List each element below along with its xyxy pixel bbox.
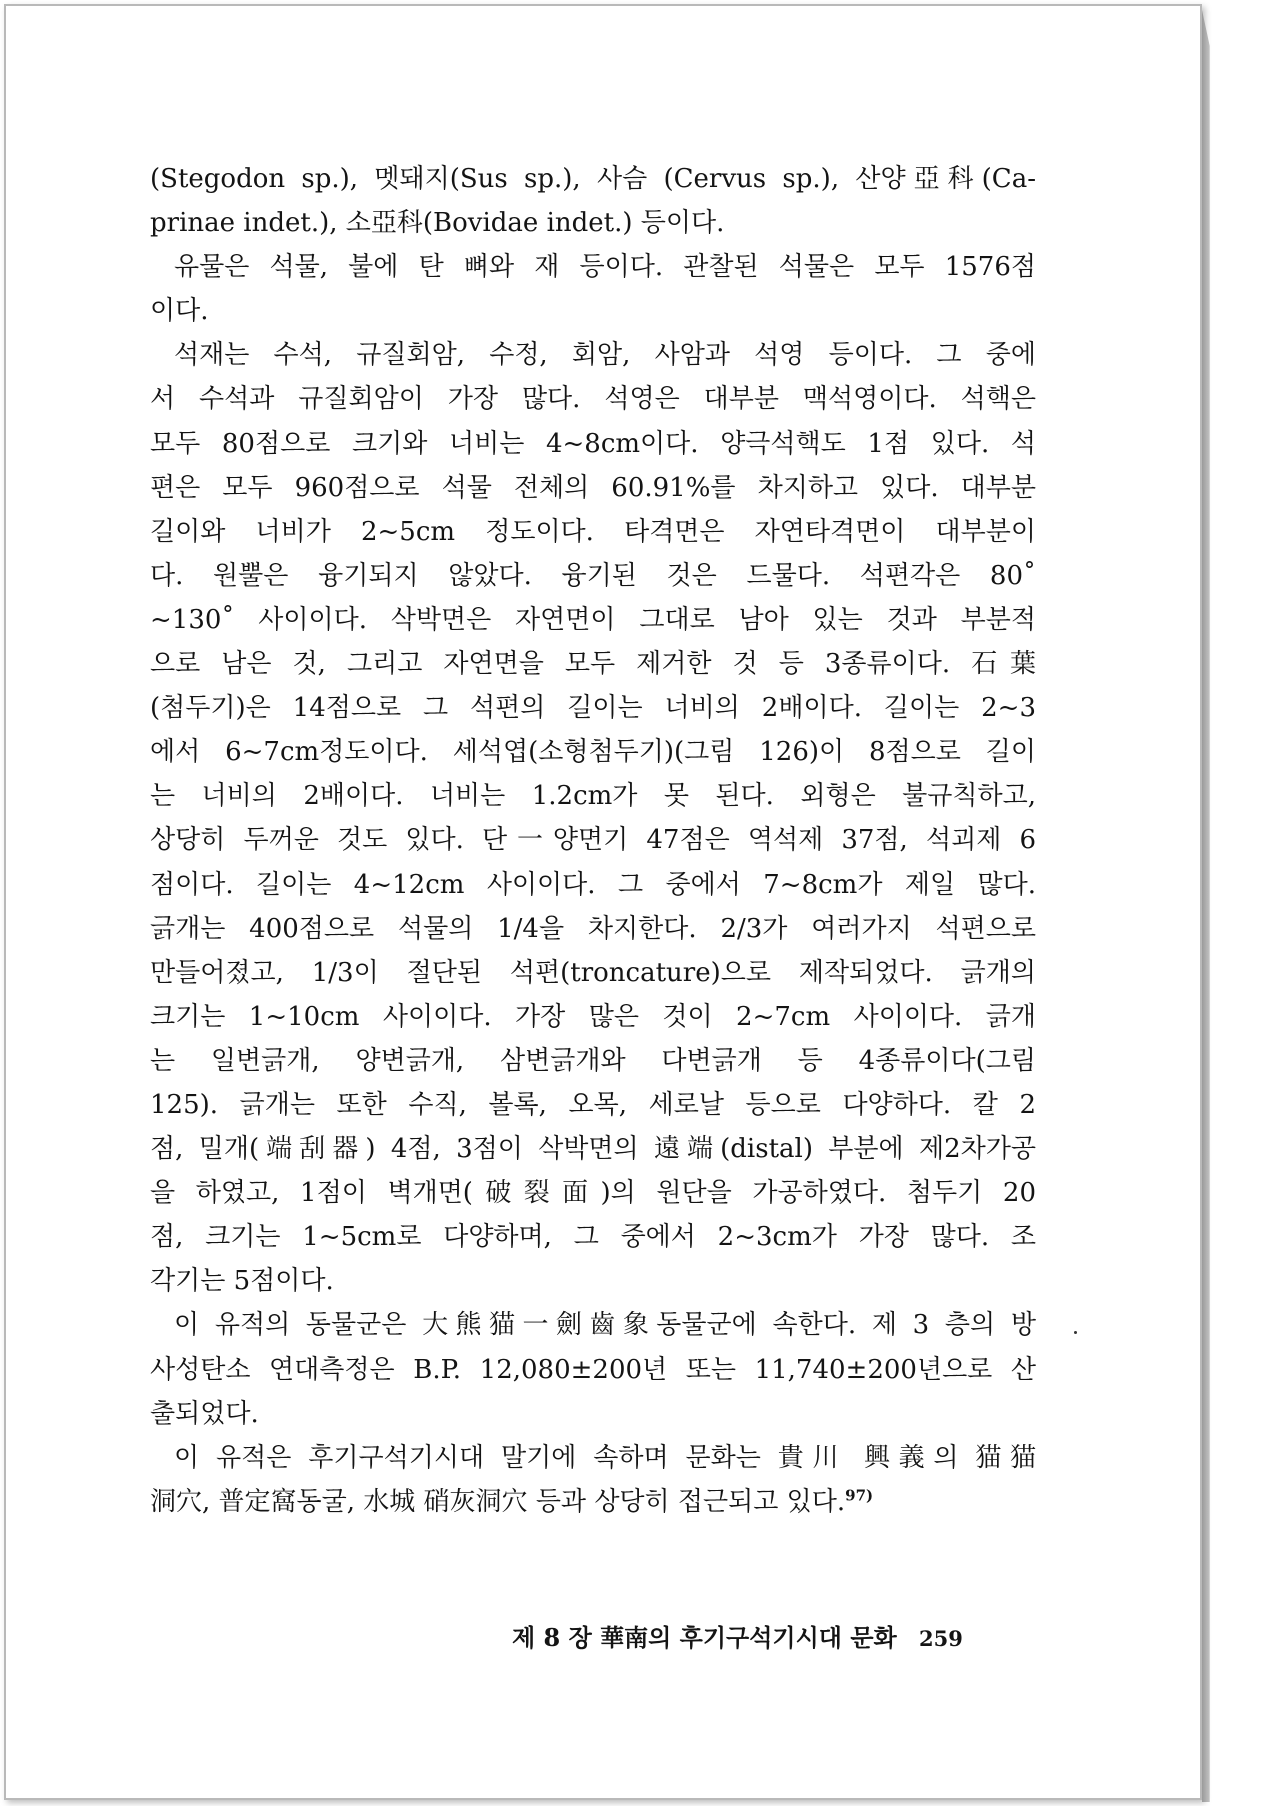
body-text xyxy=(150,157,1036,1524)
text-line xyxy=(150,1039,1036,1083)
text-line xyxy=(150,730,1036,774)
page-number: 259 xyxy=(919,1626,963,1651)
text-line xyxy=(150,157,1036,201)
text-line xyxy=(150,1127,1036,1171)
text-line xyxy=(150,333,1036,377)
line-text: 유물은 석물, 불에 탄 뼈와 재 등이다. 관찰된 석물은 모두 1576점 xyxy=(174,252,1036,283)
page-stack-edge xyxy=(1202,10,1224,1802)
text-line xyxy=(150,642,1036,686)
chapter-title: 제 8 장 華南의 후기구석기시대 문화 xyxy=(512,1623,897,1652)
footnote-ref: 97) xyxy=(845,1486,874,1505)
line-text: 洞穴, 普定窩동굴, 水城 硝灰洞穴 등과 상당히 접근되고 있다. xyxy=(150,1486,846,1517)
line-text: 크기는 1~10cm 사이이다. 가장 많은 것이 2~7cm 사이이다. 긁개 xyxy=(150,1001,1036,1032)
line-text: 125). 긁개는 또한 수직, 볼록, 오목, 세로날 등으로 다양하다. 칼 2 xyxy=(150,1089,1036,1120)
line-text: (첨두기)은 14점으로 그 석편의 길이는 너비의 2배이다. 길이는 2~3 xyxy=(150,693,1036,724)
text-line xyxy=(150,554,1036,598)
text-line xyxy=(150,863,1036,907)
speck-mark xyxy=(1074,1331,1077,1334)
line-text: 는 너비의 2배이다. 너비는 1.2cm가 못 된다. 외형은 불규칙하고, xyxy=(150,781,1036,812)
text-line xyxy=(150,1303,1036,1347)
text-line xyxy=(150,1215,1036,1259)
text-line xyxy=(150,686,1036,730)
text-line xyxy=(150,1083,1036,1127)
line-text: 다. 원뿔은 융기되지 않았다. 융기된 것은 드물다. 석편각은 80˚ xyxy=(150,560,1036,591)
line-text: 서 수석과 규질회암이 가장 많다. 석영은 대부분 맥석영이다. 석핵은 xyxy=(150,384,1036,415)
line-text: 점, 크기는 1~5cm로 다양하며, 그 중에서 2~3cm가 가장 많다. 조 xyxy=(150,1222,1036,1253)
text-line xyxy=(150,995,1036,1039)
line-text: 상당히 두꺼운 것도 있다. 단一양면기 47점은 역석제 37점, 석괴제 6 xyxy=(150,825,1036,856)
line-text: 점이다. 길이는 4~12cm 사이이다. 그 중에서 7~8cm가 제일 많다. xyxy=(150,869,1036,900)
text-line xyxy=(150,1259,1036,1303)
text-line xyxy=(150,951,1036,995)
text-line xyxy=(150,907,1036,951)
line-text: 점, 밀개(端刮器) 4점, 3점이 삭박면의 遠端(distal) 부분에 제2차가공 xyxy=(150,1134,1036,1165)
line-text: 긁개는 400점으로 석물의 1/4을 차지한다. 2/3가 여러가지 석편으로 xyxy=(150,913,1036,944)
line-text: 출되었다. xyxy=(150,1398,259,1429)
line-text: 사성탄소 연대측정은 B.P. 12,080±200년 또는 11,740±200년으로 산 xyxy=(150,1354,1036,1385)
line-text: (Stegodon sp.), 멧돼지(Sus sp.), 사슴 (Cervus sp.), 산양亞科(Ca- xyxy=(150,164,1036,194)
text-line xyxy=(150,1436,1036,1480)
line-text: 에서 6~7cm정도이다. 세석엽(소형첨두기)(그림 126)이 8점으로 길이 xyxy=(150,737,1036,768)
line-text: 길이와 너비가 2~5cm 정도이다. 타격면은 자연타격면이 대부분이 xyxy=(150,516,1036,547)
line-text: 이 유적은 후기구석기시대 말기에 속하며 문화는 貴川 興義의 猫猫 xyxy=(174,1442,1036,1473)
text-line xyxy=(150,1392,1036,1436)
line-text: 이 유적의 동물군은 大熊猫一劍齒象동물군에 속한다. 제 3 층의 방 xyxy=(174,1310,1036,1341)
text-line xyxy=(150,1480,1036,1524)
text-line xyxy=(150,598,1036,642)
text-line xyxy=(150,510,1036,554)
line-text: 만들어졌고, 1/3이 절단된 석편(troncature)으로 제작되었다. 긁개의 xyxy=(150,957,1036,988)
text-line xyxy=(150,201,1036,245)
text-line xyxy=(150,422,1036,466)
line-text: 각기는 5점이다. xyxy=(150,1266,334,1297)
line-text: 석재는 수석, 규질회암, 수정, 회암, 사암과 석영 등이다. 그 중에 xyxy=(174,340,1036,371)
line-text: 이다. xyxy=(150,296,209,327)
line-text: 편은 모두 960점으로 석물 전체의 60.91%를 차지하고 있다. 대부분 xyxy=(150,472,1036,503)
line-text: 모두 80점으로 크기와 너비는 4~8cm이다. 양극석핵도 1점 있다. 석 xyxy=(150,428,1036,459)
line-text: ~130˚ 사이이다. 삭박면은 자연면이 그대로 남아 있는 것과 부분적 xyxy=(150,604,1036,635)
line-text: 는 일변긁개, 양변긁개, 삼변긁개와 다변긁개 등 4종류이다(그림 xyxy=(150,1045,1036,1076)
line-text: 으로 남은 것, 그리고 자연면을 모두 제거한 것 등 3종류이다. 石葉 xyxy=(150,649,1036,680)
text-line xyxy=(150,1348,1036,1392)
text-line xyxy=(150,377,1036,421)
text-line xyxy=(150,466,1036,510)
line-text: 을 하였고, 1점이 벽개면(破裂面)의 원단을 가공하였다. 첨두기 20 xyxy=(150,1178,1036,1209)
text-line xyxy=(150,289,1036,333)
text-line xyxy=(150,774,1036,818)
running-footer xyxy=(512,1618,1012,1653)
text-line xyxy=(150,1171,1036,1215)
text-line xyxy=(150,818,1036,862)
text-line xyxy=(150,245,1036,289)
line-text: prinae indet.), 소亞科(Bovidae indet.) 등이다. xyxy=(150,208,725,239)
